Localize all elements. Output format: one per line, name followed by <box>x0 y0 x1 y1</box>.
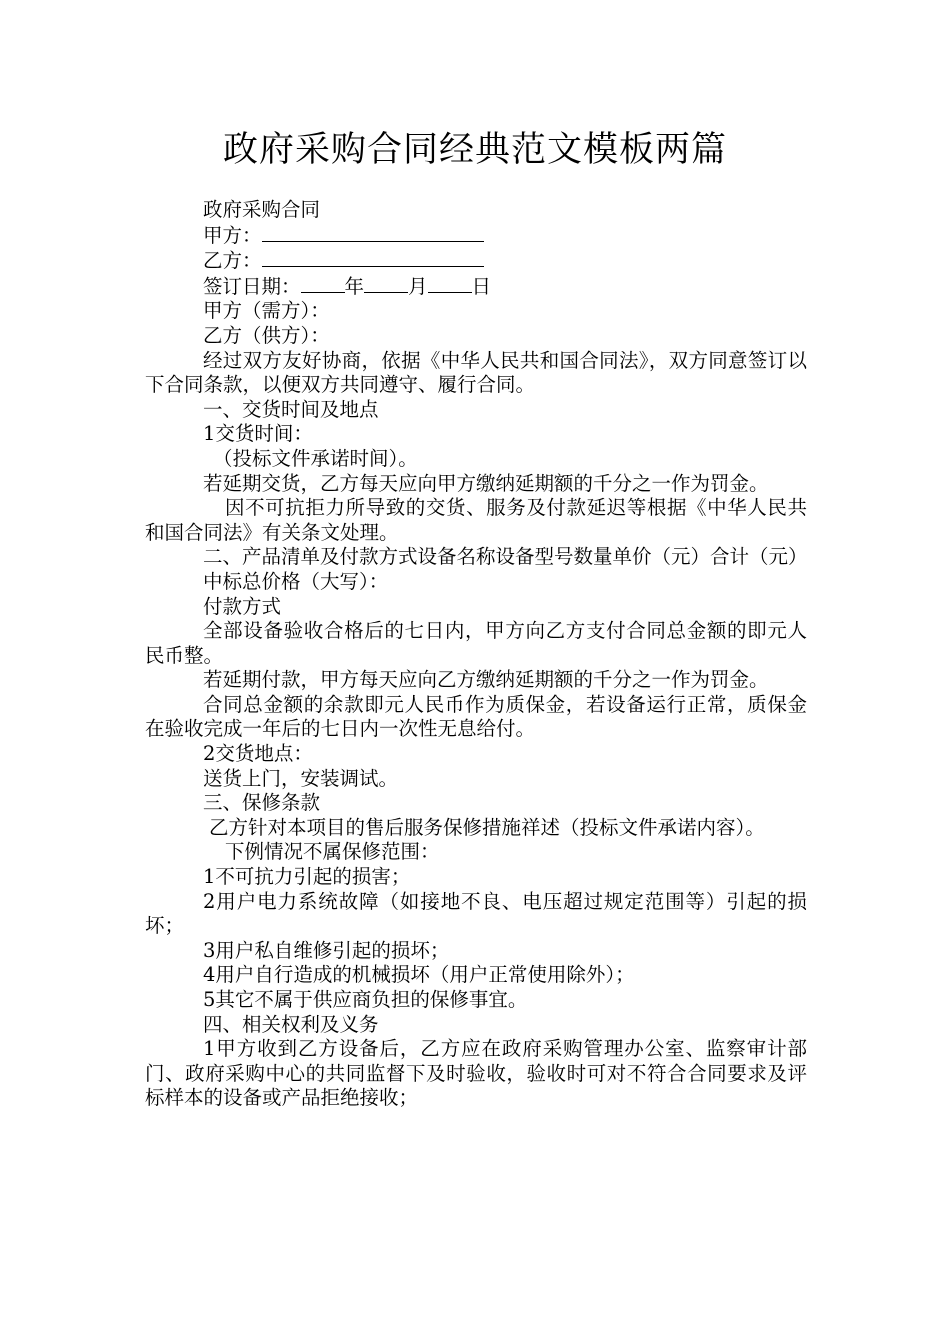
sign-date-line <box>145 274 807 300</box>
party-b-blank <box>262 248 484 267</box>
day-label: 日 <box>471 274 492 298</box>
party-a-blank <box>262 223 484 242</box>
paragraph: 因不可抗拒力所导致的交货、服务及付款延迟等根据《中华人民共和国合同法》有关条文处理。 <box>145 496 807 544</box>
party-a-line <box>145 223 807 249</box>
party-a-demand: 甲方（需方）： <box>203 299 330 323</box>
paragraph: 若延期付款，甲方每天应向乙方缴纳延期额的千分之一作为罚金。 <box>203 668 769 692</box>
paragraph: 1交货时间： <box>203 422 313 446</box>
sign-date-label: 签订日期： <box>203 274 301 298</box>
section-heading: 二、产品清单及付款方式设备名称设备型号数量单价（元）合计（元） <box>203 545 808 569</box>
party-a-label: 甲方： <box>203 223 262 247</box>
list-item: 2用户电力系统故障（如接地不良、电压超过规定范围等）引起的损坏； <box>145 889 807 938</box>
document-body <box>145 198 807 1111</box>
paragraph: 全部设备验收合格后的七日内，甲方向乙方支付合同总金额的即元人民币整。 <box>145 619 807 667</box>
section-heading: 一、交货时间及地点 <box>203 397 379 421</box>
list-item: 4用户自行造成的机械损坏（用户正常使用除外）； <box>203 963 635 987</box>
paragraph: 下例情况不属保修范围： <box>225 840 440 864</box>
section-heading: 三、保修条款 <box>203 791 321 815</box>
year-label: 年 <box>344 274 365 298</box>
day-blank <box>428 274 472 293</box>
list-item: 3用户私自维修引起的损坏； <box>203 938 450 962</box>
contract-name: 政府采购合同 <box>203 198 321 221</box>
paragraph: （投标文件承诺时间）。 <box>213 446 418 470</box>
section-heading: 四、相关权利及义务 <box>203 1012 379 1036</box>
paragraph: 1甲方收到乙方设备后，乙方应在政府采购管理办公室、监察审计部门、政府采购中心的共同监督下及时验收，验收时可对不符合合同要求及评标样本的设备或产品拒绝接收； <box>145 1037 807 1110</box>
paragraph: 中标总价格（大写）： <box>203 569 389 593</box>
page-title: 政府采购合同经典范文模板两篇 <box>222 130 727 170</box>
list-item: 1不可抗力引起的损害； <box>203 865 411 889</box>
paragraph: 付款方式 <box>203 594 282 618</box>
paragraph: 经过双方友好协商，依据《中华人民共和国合同法》，双方同意签订以下合同条款，以便双方共同遵守、履行合同。 <box>145 348 807 397</box>
party-b-line <box>145 248 807 274</box>
paragraph: 合同总金额的余款即元人民币作为质保金，若设备运行正常，质保金在验收完成一年后的七日内一次性无息给付。 <box>145 692 807 741</box>
paragraph: 送货上门，安装调试。 <box>203 766 399 790</box>
month-blank <box>364 274 408 293</box>
list-item: 5其它不属于供应商负担的保修事宜。 <box>203 988 528 1011</box>
paragraph: 2交货地点： <box>203 742 313 766</box>
year-blank <box>301 274 345 293</box>
month-label: 月 <box>408 274 428 298</box>
party-b-supply: 乙方（供方）： <box>203 323 330 347</box>
party-b-label: 乙方： <box>203 249 262 273</box>
paragraph: 若延期交货，乙方每天应向甲方缴纳延期额的千分之一作为罚金。 <box>203 471 769 495</box>
paragraph: 乙方针对本项目的售后服务保修措施祥述（投标文件承诺内容）。 <box>209 815 765 839</box>
